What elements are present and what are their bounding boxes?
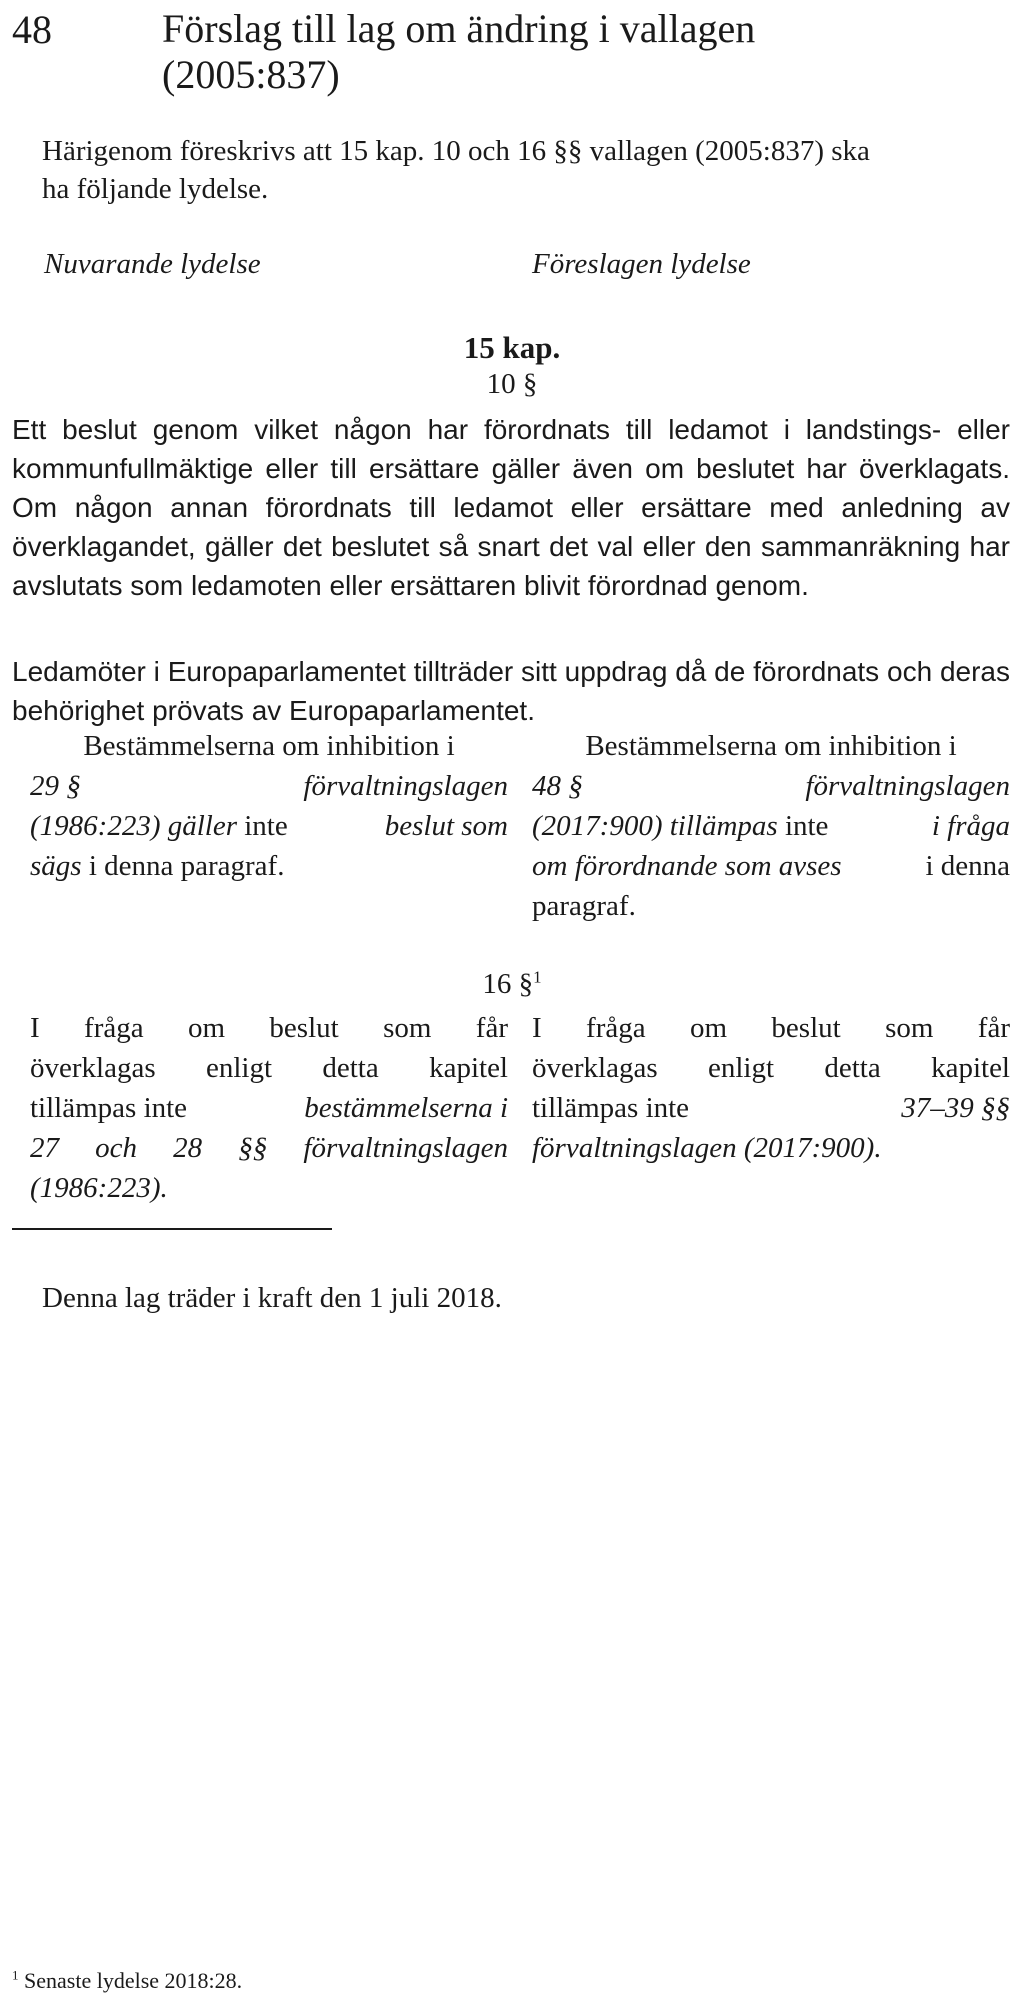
- section-10-paragraph-2: Ledamöter i Europaparlamentet tillträder sitt uppdrag då de förordnats och deras behörighet prövats av Europaparlamentet.: [12, 656, 1010, 726]
- s16-proposed-line-2: överklagas enligt detta kapitel: [532, 1052, 1010, 1084]
- proposed-ref-48: 48 §: [532, 770, 583, 802]
- footnote-divider: [12, 1228, 332, 1230]
- footnote-text: Senaste lydelse 2018:28.: [24, 1968, 243, 1993]
- section-10-paragraph-1: Ett beslut genom vilket någon har förordnats till ledamot i landstings- eller kommunfullmäktige eller till ersättare gäller även om beslutet har överklagats. Om någon annan förordnats till ledamot eller ersättare med anledning av överklagandet, gäller det beslutet så snart det val eller den sammanräkning har avslutats som ledamoten eller ersättaren blivit förordnad genom.: [12, 414, 1010, 601]
- intro-paragraph: [42, 132, 1002, 208]
- s16-current-bestammelserna: bestämmelserna i: [304, 1092, 508, 1124]
- s16-proposed-line-4: förvaltningslagen (2017:900).: [532, 1132, 882, 1164]
- proposed-line-1: Bestämmelserna om inhibition i: [585, 730, 957, 762]
- chapter-heading: 15 kap.: [463, 330, 561, 365]
- current-ref-29: 29 §: [30, 770, 81, 802]
- s16-current-line-1: I fråga om beslut som får: [30, 1012, 508, 1044]
- proposed-line-3: [532, 806, 1010, 846]
- section-16-heading: [0, 968, 1024, 1001]
- s16-current-line-5: (1986:223).: [30, 1172, 168, 1204]
- title-line-1: Förslag till lag om ändring i vallagen: [162, 6, 756, 51]
- effective-date-text: Denna lag träder i kraft den 1 juli 2018.: [42, 1282, 502, 1314]
- proposed-line-2: [532, 766, 1010, 806]
- current-denna-paragraf: i denna paragraf.: [88, 850, 285, 882]
- current-inte: inte: [244, 810, 288, 842]
- s16-current-tillampas: tillämpas inte: [30, 1092, 188, 1124]
- s16-current-line-3: [30, 1088, 508, 1128]
- section-10-heading: 10 §: [486, 368, 538, 400]
- page-number: 48: [12, 7, 52, 52]
- footnote-marker: 1: [12, 1967, 19, 1983]
- proposed-i-denna: i denna: [925, 850, 1010, 882]
- s16-current-line-2: överklagas enligt detta kapitel: [30, 1052, 508, 1084]
- proposed-i-fraga: i fråga: [931, 810, 1010, 842]
- current-law-name: förvaltningslagen: [303, 770, 508, 802]
- page-title: [162, 6, 755, 98]
- section-10-proposed-wording: [532, 726, 1010, 926]
- intro-line-1: Härigenom föreskrivs att 15 kap. 10 och 16 §§ vallagen (2005:837) ska: [42, 135, 870, 167]
- current-line-1: Bestämmelserna om inhibition i: [83, 730, 455, 762]
- current-line-2: [30, 766, 508, 806]
- section-16-label: 16 §: [482, 968, 534, 1000]
- proposed-forordnande: om förordnande som avses: [532, 850, 842, 882]
- proposed-line-5: paragraf.: [532, 890, 636, 922]
- s16-proposed-line-3: [532, 1088, 1010, 1128]
- proposed-line-4: [532, 846, 1010, 886]
- intro-line-2: ha följande lydelse.: [42, 173, 269, 205]
- s16-proposed-line-1: I fråga om beslut som får: [532, 1012, 1010, 1044]
- current-line-4: [30, 846, 508, 886]
- current-sags: sägs: [30, 850, 82, 882]
- s16-proposed-ref-37-39: 37–39 §§: [901, 1092, 1010, 1124]
- s16-current-line-4: 27 och 28 §§ förvaltningslagen: [30, 1132, 508, 1164]
- footnote: [12, 1968, 242, 1994]
- section-16-current-wording: [30, 1008, 508, 1208]
- current-ref-1986: (1986:223) gäller: [30, 810, 237, 842]
- proposed-law-name: förvaltningslagen: [805, 770, 1010, 802]
- current-line-3: [30, 806, 508, 846]
- footnote-reference: 1: [533, 967, 542, 987]
- section-10-current-wording: [30, 726, 508, 886]
- s16-proposed-tillampas: tillämpas inte: [532, 1092, 690, 1124]
- proposed-ref-2017: (2017:900) tillämpas: [532, 810, 778, 842]
- section-16-proposed-wording: [532, 1008, 1010, 1168]
- title-line-2: (2005:837): [162, 52, 340, 97]
- proposed-wording-heading: Föreslagen lydelse: [532, 248, 751, 280]
- proposed-inte: inte: [784, 810, 829, 842]
- current-wording-heading: Nuvarande lydelse: [44, 248, 261, 280]
- current-beslut-som: beslut som: [384, 810, 508, 842]
